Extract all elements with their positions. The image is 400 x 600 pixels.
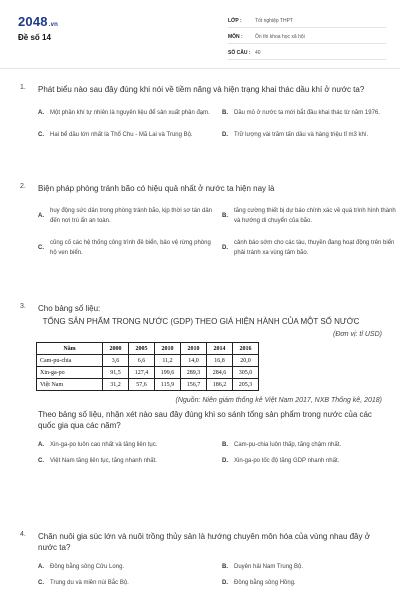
option-b[interactable]: [222, 437, 398, 453]
exam-meta: [228, 14, 386, 62]
meta-value: 40: [255, 49, 261, 56]
table-cell-value: 284,6: [207, 367, 233, 379]
option-a[interactable]: [38, 437, 214, 453]
option-letter: B.: [222, 110, 228, 116]
table-row: [37, 355, 259, 367]
table-header-year: 2000: [103, 343, 129, 355]
meta-label: MÔN :: [228, 33, 243, 40]
meta-row-class: [228, 14, 386, 28]
option-letter: D.: [222, 580, 228, 586]
question-prompt: Theo bảng số liệu, nhận xét nào sau đây đúng khi so sánh tổng sản phẩm trong nước của các quốc gia qua các năm?: [38, 410, 372, 430]
header-divider: [0, 68, 400, 69]
option-text: huy động sức dân trong phòng tránh bão, kịp thời sơ tán dân đến nơi trú ẩn an toàn.: [50, 208, 212, 224]
table-header-year-label: Năm: [37, 343, 103, 355]
table-cell-value: 57,6: [129, 379, 155, 391]
question-text: Phát biểu nào sau đây đúng khi nói về tiềm năng và hiện trạng khai thác dầu khí ở nước ta?: [38, 85, 365, 94]
gdp-table: [36, 342, 259, 391]
table-cell-value: 31,2: [103, 379, 129, 391]
table-cell-value: 205,3: [233, 379, 259, 391]
table-cell-value: 3,6: [103, 355, 129, 367]
option-text: Trữ lượng vài trăm tấn dầu và hàng triệu tỉ m3 khí.: [234, 132, 369, 138]
logo-text: 2048: [18, 14, 48, 29]
question-number: 4.: [20, 531, 26, 538]
option-text: Trung du và miền núi Bắc Bộ.: [50, 580, 129, 586]
question-1: [20, 84, 382, 146]
table-cell-value: 16,8: [207, 355, 233, 367]
option-letter: A.: [38, 110, 44, 116]
table-row: [37, 367, 259, 379]
table-header-year: 2010: [181, 343, 207, 355]
option-text: Đồng bằng sông Cửu Long.: [50, 564, 125, 570]
table-title: TỔNG SẢN PHẨM TRONG NƯỚC (GDP) THEO GIÁ HIỆN HÀNH CỦA MỘT SỐ NƯỚC: [42, 317, 360, 326]
meta-row-subject: [228, 30, 386, 44]
option-text: Xin-ga-po luôn cao nhất và tăng liên tục.: [50, 442, 158, 448]
table-cell-value: 11,2: [155, 355, 181, 367]
table-cell-value: 186,2: [207, 379, 233, 391]
table-header-year: 2010: [155, 343, 181, 355]
option-d[interactable]: [222, 124, 398, 146]
option-letter: C.: [38, 245, 44, 251]
option-text: Xin-ga-po tốc độ tăng GDP nhanh nhất.: [234, 458, 340, 464]
option-text: Hai bể dầu lớn nhất là Thổ Chu - Mã Lai và Trung Bộ.: [50, 132, 193, 138]
question-text: Cho bảng số liệu:: [38, 304, 101, 313]
table-cell-value: 20,0: [233, 355, 259, 367]
meta-row-count: [228, 46, 386, 60]
options-grid: [38, 559, 382, 591]
question-3: [20, 303, 382, 469]
table-row: [37, 379, 259, 391]
table-cell-country: Việt Nam: [37, 379, 103, 391]
table-header-row: [37, 343, 259, 355]
option-letter: C.: [38, 580, 44, 586]
option-letter: A.: [38, 442, 44, 448]
options-grid: [38, 437, 382, 469]
question-text: Biện pháp phòng tránh bão có hiệu quả nhất ở nước ta hiện nay là: [38, 184, 275, 193]
option-letter: C.: [38, 458, 44, 464]
exam-number: Đề số 14: [18, 33, 51, 42]
option-letter: D.: [222, 132, 228, 138]
options-grid: [38, 102, 382, 146]
meta-value: Ôn thi khoa học xã hội: [255, 33, 305, 40]
option-d[interactable]: [222, 575, 398, 591]
table-cell-value: 6,6: [129, 355, 155, 367]
table-cell-value: 289,3: [181, 367, 207, 379]
table-header-year: 2016: [233, 343, 259, 355]
table-cell-value: 127,4: [129, 367, 155, 379]
option-letter: D.: [222, 245, 228, 251]
option-text: Một phần khí tự nhiên là nguyên liệu để sản xuất phân đạm.: [50, 110, 210, 116]
option-text: Duyên hải Nam Trung Bộ.: [234, 564, 304, 570]
table-cell-value: 305,0: [233, 367, 259, 379]
question-text: Chăn nuôi gia súc lớn và nuôi trồng thủy sản là hướng chuyên môn hóa của vùng nhau đây ở nước ta?: [38, 532, 370, 552]
option-a[interactable]: [38, 102, 214, 124]
option-c[interactable]: [38, 124, 214, 146]
option-letter: B.: [222, 213, 228, 219]
meta-label: LỚP :: [228, 17, 242, 24]
table-cell-value: 14,0: [181, 355, 207, 367]
option-letter: B.: [222, 564, 228, 570]
option-b[interactable]: [222, 200, 398, 232]
table-cell-country: Cam-pu-chia: [37, 355, 103, 367]
exam-header: [0, 0, 400, 68]
question-number: 2.: [20, 183, 26, 190]
table-cell-value: 199,6: [155, 367, 181, 379]
option-b[interactable]: [222, 559, 398, 575]
table-header-year: 2005: [129, 343, 155, 355]
table-source: (Nguồn: Niên giám thống kê Việt Nam 2017, NXB Thống kê, 2018): [175, 397, 382, 404]
table-cell-country: Xin-ga-po: [37, 367, 103, 379]
option-text: Cam-pu-chia luôn thấp, tăng chậm nhất.: [234, 442, 342, 448]
option-c[interactable]: [38, 453, 214, 469]
option-text: Việt Nam tăng liên tục, tăng nhanh nhất.: [50, 458, 157, 464]
option-b[interactable]: [222, 102, 398, 124]
option-letter: D.: [222, 458, 228, 464]
option-letter: A.: [38, 213, 44, 219]
option-text: Đồng bằng sông Hồng.: [234, 580, 296, 586]
option-d[interactable]: [222, 232, 398, 264]
option-a[interactable]: [38, 200, 214, 232]
option-letter: C.: [38, 132, 44, 138]
table-body: [37, 355, 259, 391]
table-cell-value: 115,9: [155, 379, 181, 391]
logo-suffix: .vn: [48, 22, 59, 28]
question-number: 1.: [20, 84, 26, 91]
question-2: [20, 183, 396, 264]
option-c[interactable]: [38, 232, 214, 264]
table-cell-value: 91,5: [103, 367, 129, 379]
option-d[interactable]: [222, 453, 398, 469]
option-letter: A.: [38, 564, 44, 570]
options-grid: [38, 200, 396, 264]
option-c[interactable]: [38, 575, 214, 591]
table-cell-value: 156,7: [181, 379, 207, 391]
table-unit: (Đơn vị: tỉ USD): [333, 331, 382, 338]
meta-label: SỐ CÂU :: [228, 49, 251, 56]
question-number: 3.: [20, 303, 26, 310]
option-a[interactable]: [38, 559, 214, 575]
option-letter: B.: [222, 442, 228, 448]
table-header-year: 2014: [207, 343, 233, 355]
question-4: [20, 531, 382, 591]
site-logo[interactable]: [18, 14, 58, 29]
option-text: củng cố các hệ thống công trình đê biển, bảo vệ rừng phòng hộ ven biển.: [50, 240, 211, 256]
option-text: tăng cường thiết bị dự báo chính xác về quá trình hình thành và hướng di chuyển của bão.: [234, 208, 396, 224]
meta-value: Tốt nghiệp THPT: [255, 17, 293, 24]
option-text: Dầu mỏ ở nước ta mới bắt đầu khai thác từ năm 1976.: [234, 110, 380, 116]
option-text: cảnh báo sớm cho các tàu, thuyền đang hoạt động trên biển phải tránh xa vùng tâm bão.: [234, 240, 395, 256]
